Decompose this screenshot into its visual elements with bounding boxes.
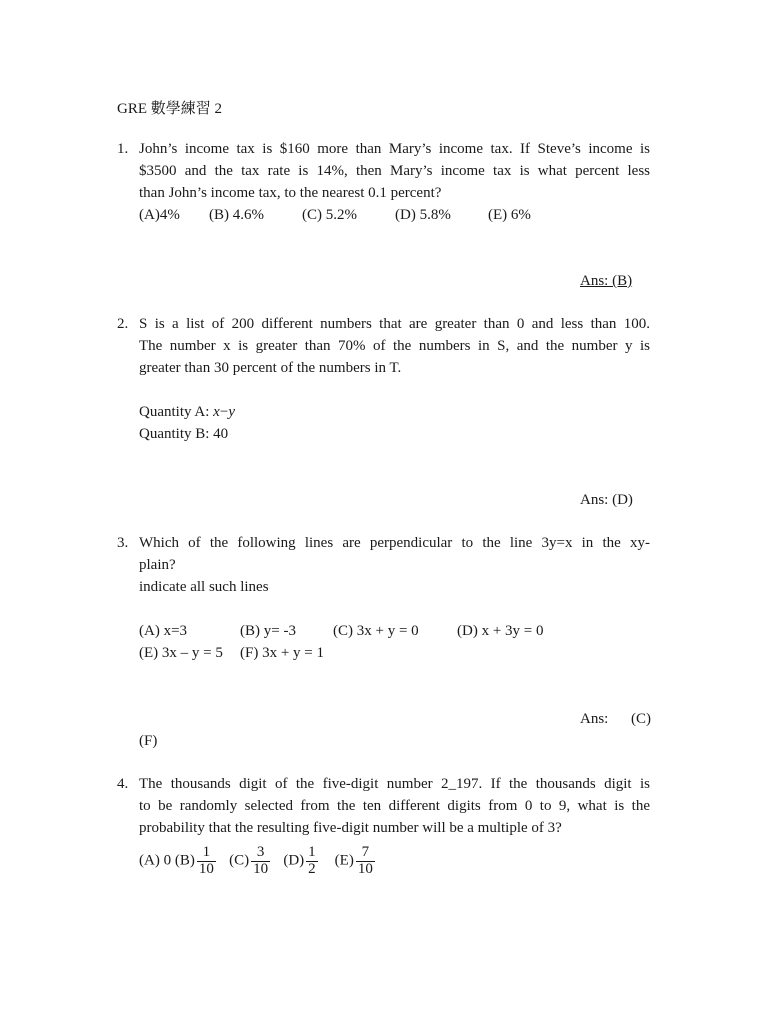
question-text-line: $3500 and the tax rate is 14%, then Mary’s income tax is what percent less [139, 163, 650, 179]
answer-choice: (F) [139, 733, 158, 749]
question-text-line: The thousands digit of the five-digit number 2_197. If the thousands digit is [139, 776, 650, 792]
question-text-line: plain? [139, 557, 176, 573]
page-title: GRE 數學練習 2 [117, 101, 223, 117]
numerator: 1 [197, 845, 216, 862]
denominator: 10 [253, 860, 269, 877]
fraction [356, 845, 375, 878]
question-number: 4. [117, 776, 129, 792]
option: (A)4% [139, 207, 180, 223]
answer: Ans: (D) [580, 492, 633, 508]
numerator: 1 [308, 844, 316, 860]
option: (F) 3x + y = 1 [240, 645, 325, 661]
fraction [306, 845, 318, 878]
minus-sign: − [219, 404, 229, 420]
option: (E) 6% [488, 207, 531, 223]
numerator: 3 [251, 845, 270, 862]
option-a: (A) 0 [139, 852, 172, 869]
quantity-b: Quantity B: 40 [139, 426, 229, 442]
question-text-line: to be randomly selected from the ten different digits from 0 to 9, what is the [139, 798, 650, 814]
option: (C) 3x + y = 0 [333, 623, 419, 639]
options-row [139, 845, 377, 878]
option-c: (C) [229, 852, 250, 869]
option: (B) 4.6% [209, 207, 264, 223]
quantity-a-label: Quantity A: [139, 404, 210, 420]
variable-x: x [213, 404, 220, 420]
variable-y: y [228, 404, 235, 420]
question-text-line: The number x is greater than 70% of the numbers in S, and the number y is [139, 338, 650, 354]
question-text-line: greater than 30 percent of the numbers in T. [139, 360, 402, 376]
question-number: 2. [117, 316, 129, 332]
question-text-line: S is a list of 200 different numbers that are greater than 0 and less than 100. [139, 316, 650, 332]
question-number: 1. [117, 141, 129, 157]
option: (B) y= -3 [240, 623, 296, 639]
option-b: (B) [174, 852, 195, 869]
answer-choice: (C) [631, 711, 651, 727]
question-text-line: than John’s income tax, to the nearest 0.1 percent? [139, 185, 442, 201]
denominator: 2 [308, 860, 316, 877]
question-text-line: Which of the following lines are perpendicular to the line 3y=x in the xy- [139, 535, 650, 551]
option-d: (D) [283, 852, 305, 869]
answer: Ans: (B) [580, 273, 633, 289]
option: (D) x + 3y = 0 [457, 623, 544, 639]
numerator: 7 [356, 845, 375, 862]
denominator: 10 [198, 860, 214, 877]
question-text-line: John’s income tax is $160 more than Mary’s income tax. If Steve’s income is [139, 141, 650, 157]
question-number: 3. [117, 535, 129, 551]
question-instruction: indicate all such lines [139, 579, 269, 595]
option: (A) x=3 [139, 623, 188, 639]
answer-label: Ans: [580, 711, 609, 727]
option: (C) 5.2% [302, 207, 357, 223]
quantity-a [139, 404, 235, 421]
option: (D) 5.8% [395, 207, 451, 223]
option: (E) 3x – y = 5 [139, 645, 223, 661]
option-e: (E) [334, 852, 354, 869]
denominator: 10 [357, 860, 373, 877]
question-text-line: probability that the resulting five-digit number will be a multiple of 3? [139, 820, 562, 836]
fraction [251, 845, 270, 878]
fraction [197, 845, 216, 878]
